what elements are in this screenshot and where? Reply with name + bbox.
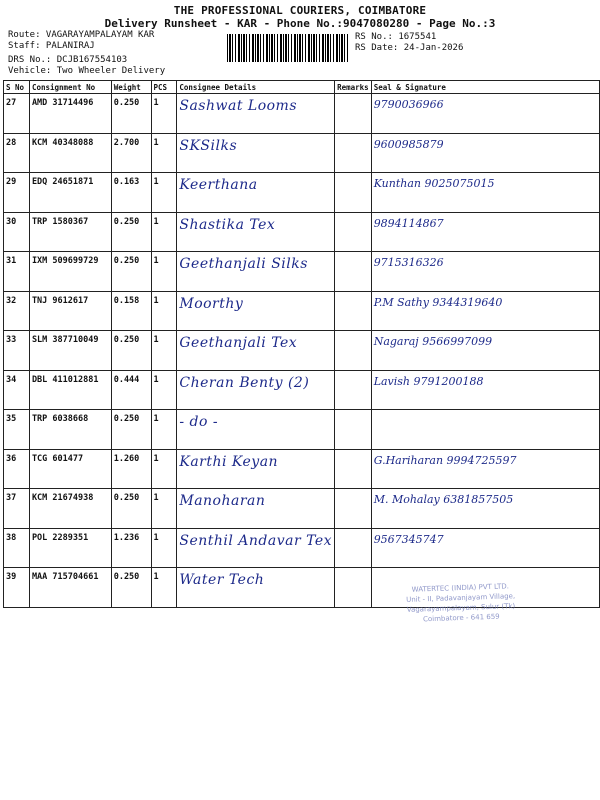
row-signature xyxy=(371,410,599,450)
row-sno: 34 xyxy=(4,370,30,410)
row-consignee xyxy=(177,252,335,292)
row-remarks xyxy=(335,173,372,213)
row-signature-text: Lavish 9791200188 xyxy=(373,374,484,388)
row-consignment: TNJ 9612617 xyxy=(29,291,111,331)
table-row xyxy=(4,94,600,134)
row-sno: 35 xyxy=(4,410,30,450)
row-pcs: 1 xyxy=(151,133,177,173)
table-row xyxy=(4,252,600,292)
rs-number: RS No.: 1675541 xyxy=(355,32,437,42)
row-signature xyxy=(371,133,599,173)
row-sno: 27 xyxy=(4,94,30,134)
row-pcs: 1 xyxy=(151,528,177,568)
col-seal: Seal & Signature xyxy=(371,81,599,94)
row-signature xyxy=(371,94,599,134)
row-pcs: 1 xyxy=(151,489,177,529)
row-consignee-text: Water Tech xyxy=(179,572,265,588)
row-consignment: TCG 601477 xyxy=(29,449,111,489)
row-consignee-text: Geethanjali Tex xyxy=(179,335,298,351)
table-row xyxy=(4,173,600,213)
row-weight: 0.250 xyxy=(111,489,151,529)
row-remarks xyxy=(335,252,372,292)
row-signature-text: 9715316326 xyxy=(373,256,444,269)
row-weight: 0.158 xyxy=(111,291,151,331)
row-remarks xyxy=(335,94,372,134)
company-stamp xyxy=(365,580,557,637)
row-consignment: DBL 411012881 xyxy=(29,370,111,410)
row-consignee-text: - do - xyxy=(179,414,219,430)
row-signature xyxy=(371,173,599,213)
table-row xyxy=(4,291,600,331)
row-weight: 0.163 xyxy=(111,173,151,213)
row-weight: 0.250 xyxy=(111,94,151,134)
row-signature xyxy=(371,370,599,410)
row-consignment: SLM 387710049 xyxy=(29,331,111,371)
row-pcs: 1 xyxy=(151,212,177,252)
staff-label: Staff: PALANIRAJ xyxy=(8,41,95,51)
row-remarks xyxy=(335,331,372,371)
row-signature-text: G.Hariharan 9994725597 xyxy=(373,453,517,467)
row-consignment: KCM 21674938 xyxy=(29,489,111,529)
row-remarks xyxy=(335,212,372,252)
row-sno: 37 xyxy=(4,489,30,529)
row-pcs: 1 xyxy=(151,291,177,331)
row-remarks xyxy=(335,291,372,331)
row-pcs: 1 xyxy=(151,370,177,410)
row-consignment: TRP 1580367 xyxy=(29,212,111,252)
row-pcs: 1 xyxy=(151,252,177,292)
row-consignee xyxy=(177,449,335,489)
row-sno: 30 xyxy=(4,212,30,252)
row-remarks xyxy=(335,528,372,568)
row-signature-text: Nagaraj 9566997099 xyxy=(373,335,493,348)
row-sno: 28 xyxy=(4,133,30,173)
row-signature xyxy=(371,528,599,568)
runsheet-table xyxy=(3,80,600,608)
row-signature-text: 9894114867 xyxy=(373,216,444,230)
row-signature xyxy=(371,212,599,252)
row-consignment: AMD 31714496 xyxy=(29,94,111,134)
row-consignee xyxy=(177,133,335,173)
row-consignee-text: Senthil Andavar Tex xyxy=(179,532,333,549)
row-consignee xyxy=(177,489,335,529)
drs-number: DRS No.: DCJB167554103 xyxy=(8,55,128,65)
row-sno: 36 xyxy=(4,449,30,489)
row-sno: 29 xyxy=(4,173,30,213)
row-sno: 32 xyxy=(4,291,30,331)
row-consignee xyxy=(177,528,335,568)
row-signature-text: M. Mohalay 6381857505 xyxy=(373,493,514,506)
row-weight: 1.260 xyxy=(111,449,151,489)
row-signature-text: P.M Sathy 9344319640 xyxy=(373,295,503,309)
row-consignee-text: Shastika Tex xyxy=(179,216,276,233)
route-label: Route: VAGARAYAMPALAYAM KAR xyxy=(8,30,155,40)
col-remarks: Remarks xyxy=(335,81,372,94)
row-signature xyxy=(371,489,599,529)
row-signature-text: 9790036966 xyxy=(373,98,444,111)
stamp-line: Coimbatore - 641 659 xyxy=(422,612,500,624)
rs-date: RS Date: 24-Jan-2026 xyxy=(355,43,464,53)
row-weight: 0.444 xyxy=(111,370,151,410)
table-row xyxy=(4,449,600,489)
table-row xyxy=(4,133,600,173)
row-consignee xyxy=(177,94,335,134)
row-consignee xyxy=(177,331,335,371)
table-header-row xyxy=(4,81,600,94)
row-consignment: IXM 509699729 xyxy=(29,252,111,292)
col-pcs: PCS xyxy=(151,81,177,94)
row-sno: 31 xyxy=(4,252,30,292)
row-weight: 0.250 xyxy=(111,568,151,608)
row-consignee-text: Geethanjali Silks xyxy=(179,256,308,272)
row-consignee xyxy=(177,173,335,213)
row-signature xyxy=(371,291,599,331)
row-signature xyxy=(371,252,599,292)
stamp-line: Vagarayampalayam, Sulur (Tk) xyxy=(406,602,516,614)
page-title: THE PROFESSIONAL COURIERS, COIMBATORE xyxy=(173,4,427,17)
col-sno: S No xyxy=(4,81,30,94)
barcode xyxy=(227,34,349,62)
row-consignee xyxy=(177,568,335,608)
row-sno: 33 xyxy=(4,331,30,371)
row-consignee-text: Sashwat Looms xyxy=(179,98,298,114)
row-consignee-text: Moorthy xyxy=(179,295,244,312)
row-pcs: 1 xyxy=(151,173,177,213)
row-signature-text: Kunthan 9025075015 xyxy=(373,177,495,190)
row-consignment: MAA 715704661 xyxy=(29,568,111,608)
row-sno: 39 xyxy=(4,568,30,608)
row-consignee xyxy=(177,370,335,410)
row-pcs: 1 xyxy=(151,449,177,489)
row-remarks xyxy=(335,410,372,450)
row-consignee-text: Manoharan xyxy=(179,493,266,509)
row-pcs: 1 xyxy=(151,94,177,134)
row-weight: 1.236 xyxy=(111,528,151,568)
row-consignee-text: Karthi Keyan xyxy=(179,453,279,470)
row-signature-text: 9600985879 xyxy=(373,137,444,151)
table-row xyxy=(4,528,600,568)
row-consignment: EDQ 24651871 xyxy=(29,173,111,213)
table-row xyxy=(4,370,600,410)
row-remarks xyxy=(335,489,372,529)
row-remarks xyxy=(335,449,372,489)
row-sno: 38 xyxy=(4,528,30,568)
row-weight: 2.700 xyxy=(111,133,151,173)
row-weight: 0.250 xyxy=(111,331,151,371)
row-weight: 0.250 xyxy=(111,410,151,450)
row-signature-text: 9567345747 xyxy=(373,532,444,546)
row-remarks xyxy=(335,133,372,173)
vehicle-label: Vehicle: Two Wheeler Delivery xyxy=(8,66,166,76)
row-consignee-text: Cheran Benty (2) xyxy=(179,374,310,391)
row-weight: 0.250 xyxy=(111,252,151,292)
row-pcs: 1 xyxy=(151,410,177,450)
row-consignment: KCM 40348088 xyxy=(29,133,111,173)
row-consignment: TRP 6038668 xyxy=(29,410,111,450)
col-consignment: Consignment No xyxy=(29,81,111,94)
col-weight: Weight xyxy=(111,81,151,94)
row-consignee-text: SKSilks xyxy=(179,137,238,154)
row-remarks xyxy=(335,370,372,410)
row-consignee xyxy=(177,212,335,252)
row-consignee xyxy=(177,410,335,450)
row-consignee xyxy=(177,291,335,331)
table-row xyxy=(4,212,600,252)
row-signature xyxy=(371,449,599,489)
row-signature xyxy=(371,331,599,371)
row-consignee-text: Keerthana xyxy=(179,177,258,193)
row-consignment: POL 2289351 xyxy=(29,528,111,568)
row-weight: 0.250 xyxy=(111,212,151,252)
row-pcs: 1 xyxy=(151,568,177,608)
stamp-line: WATERTEC (INDIA) PVT LTD. xyxy=(411,582,510,594)
table-row xyxy=(4,331,600,371)
row-pcs: 1 xyxy=(151,331,177,371)
col-consignee: Consignee Details xyxy=(177,81,335,94)
stamp-line: Unit - II, Padavanjayam Village, xyxy=(406,592,516,604)
table-row xyxy=(4,410,600,450)
table-row xyxy=(4,489,600,529)
page-subtitle: Delivery Runsheet - KAR - Phone No.:9047080280 - Page No.:3 xyxy=(104,17,496,30)
